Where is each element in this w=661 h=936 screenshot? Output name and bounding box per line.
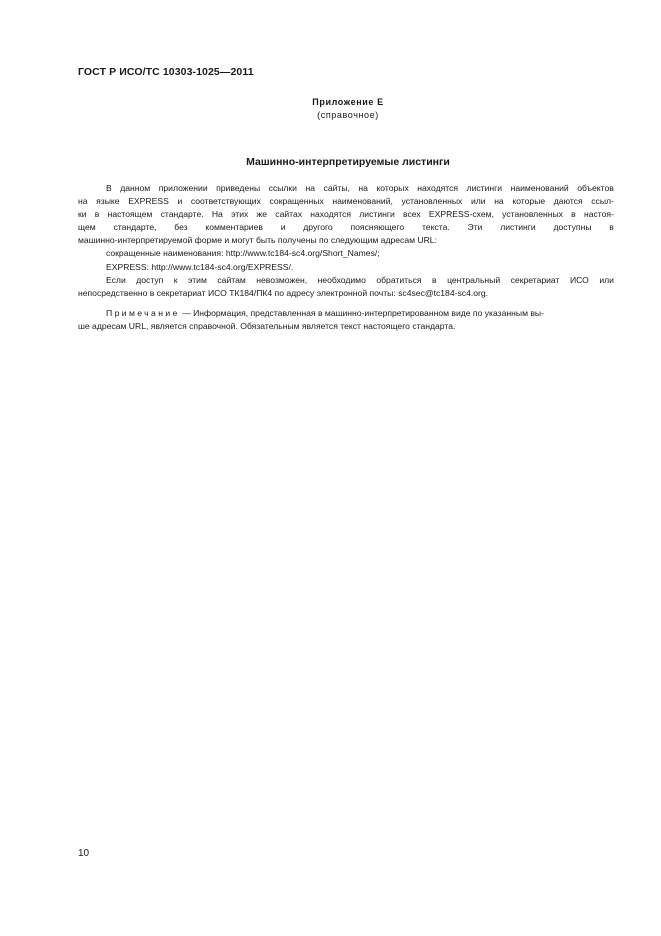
- word: Если: [106, 274, 126, 285]
- word: этих: [231, 209, 249, 220]
- body-line: [78, 182, 614, 195]
- word: сокращенных: [269, 196, 324, 207]
- word: на: [78, 196, 88, 207]
- word: листинги: [500, 222, 536, 233]
- note-label: Примечание: [106, 307, 180, 318]
- word: невозможен,: [256, 274, 308, 285]
- word: На: [211, 209, 223, 220]
- word: секретариат: [510, 274, 560, 285]
- word: на: [358, 183, 368, 193]
- document-id: ГОСТ Р ИСО/ТС 10303-1025—2011: [78, 66, 254, 78]
- note: [78, 307, 614, 333]
- word: или: [599, 274, 614, 285]
- word: сайтам: [217, 274, 246, 285]
- word: которые: [512, 196, 546, 207]
- word: настоящем: [107, 209, 153, 220]
- word: всех: [403, 209, 421, 220]
- url-short-names: сокращенные наименования: http://www.tc184-sc4.org/Short_Names/;: [106, 248, 380, 259]
- word: данном: [120, 183, 151, 193]
- word: и: [177, 196, 183, 207]
- word: сайтах: [275, 209, 303, 220]
- note-line-1: [78, 307, 614, 320]
- body-line: [78, 274, 614, 287]
- word: в: [432, 274, 437, 285]
- word: находятся: [310, 209, 352, 220]
- word: наименований: [510, 183, 569, 193]
- annex-subtitle: (справочное): [317, 110, 379, 120]
- url-express: EXPRESS: http://www.tc184-sc4.org/EXPRESS/.: [106, 261, 294, 272]
- word: к: [173, 274, 178, 285]
- note-text-1: — Информация, представленная в машинно-интерпретированном виде по указанным вы-: [179, 307, 544, 318]
- body-line: [78, 208, 614, 221]
- word: в: [571, 209, 576, 220]
- word: наименований,: [332, 196, 393, 207]
- word: и: [280, 222, 286, 233]
- word: приложении: [158, 183, 208, 193]
- word: даются: [553, 196, 583, 207]
- word: текста.: [421, 222, 450, 233]
- word: доступ: [136, 274, 164, 285]
- word: сайты,: [323, 183, 350, 193]
- word: доступны: [553, 222, 592, 233]
- word: Эти: [467, 222, 483, 233]
- annex-heading: [78, 96, 618, 122]
- word: без: [174, 222, 188, 233]
- word: на: [494, 196, 504, 207]
- word: соответствующих: [190, 196, 261, 207]
- word: центральный: [447, 274, 501, 285]
- word: приведены: [216, 183, 261, 193]
- word: находятся: [417, 183, 459, 193]
- word: ИСО: [569, 274, 589, 285]
- note-line-2: ше адресам URL, является справочной. Обязательным является текст настоящего стандарта.: [78, 320, 456, 331]
- word: ки: [78, 209, 87, 220]
- word: языке: [96, 196, 120, 207]
- contact-email-line: непосредственно в секретариат ИСО ТК184/ПК4 по адресу электронной почты: sc4sec@tc184-sc4.org.: [78, 287, 489, 298]
- word: настоя-: [583, 209, 614, 220]
- word: необходимо: [317, 274, 366, 285]
- word: на: [305, 183, 316, 193]
- word: стандарте,: [113, 222, 157, 233]
- word: которых: [376, 183, 409, 193]
- body-line: [78, 221, 614, 234]
- word: щем: [78, 222, 96, 233]
- word: листинги: [466, 183, 503, 193]
- word: ссыл-: [591, 196, 614, 207]
- word: установленных: [401, 196, 463, 207]
- word: стандарте.: [160, 209, 204, 220]
- word: EXPRESS: [128, 196, 169, 207]
- section-title: Машинно-интерпретируемые листинги: [246, 156, 450, 168]
- word: же: [256, 209, 268, 220]
- word: в: [609, 222, 614, 233]
- word: другого: [303, 222, 333, 233]
- word: EXPRESS-схем,: [428, 209, 494, 220]
- annex-title: Приложение Е: [312, 97, 384, 107]
- word: комментариев: [205, 222, 263, 233]
- word: ссылки: [268, 183, 297, 193]
- page-number: 10: [78, 848, 90, 859]
- word: или: [470, 196, 486, 207]
- body-line: [78, 195, 614, 208]
- body-text: [78, 182, 614, 333]
- word: этим: [188, 274, 207, 285]
- word: обратиться: [376, 274, 422, 285]
- body-line: машинно-интерпретируемой форме и могут быть получены по следующим адресам URL:: [78, 235, 437, 246]
- word: объектов: [577, 183, 614, 193]
- word: поясняющего: [350, 222, 405, 233]
- word: в: [94, 209, 100, 220]
- word: листинги: [359, 209, 395, 220]
- word: В: [106, 183, 112, 193]
- word: установленных: [502, 209, 563, 220]
